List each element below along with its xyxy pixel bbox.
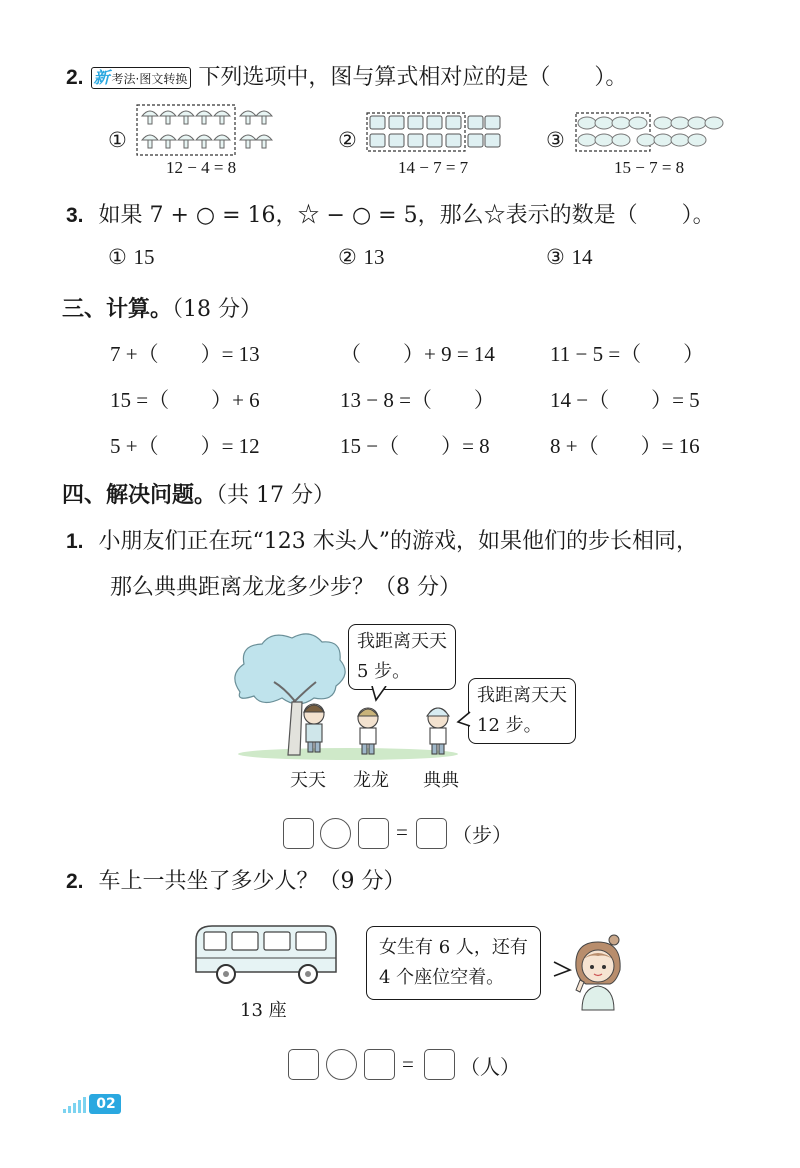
calc-item[interactable]: 13 − 8 =（ ） [340,388,495,412]
q3-number: 3. [66,204,84,227]
p1-unit: （步） [452,823,512,847]
p1-stem-line1: 1. 小朋友们正在玩“123 木头人”的游戏，如果他们的步长相同， [66,529,698,554]
answer-box[interactable] [424,1049,455,1080]
fish-picture [575,112,725,152]
q3-option-2[interactable]: ② 13 [338,245,385,269]
section-3-heading: 三、计算。（18 分） [62,297,263,322]
calc-item[interactable]: 8 +（ ）= 16 [550,434,700,458]
q2-option-1-equation: 12 − 4 = 8 [166,158,237,177]
p2-stem: 2. 车上一共坐了多少人？（9 分） [66,869,406,894]
operator-circle[interactable] [320,818,351,849]
calc-item[interactable]: （ ）+ 9 = 14 [340,342,495,366]
longlong-speech-bubble: 我距离天天 5 步。 [348,624,456,690]
bubble-tail [456,710,472,730]
p2-unit: （人） [460,1055,520,1079]
p1-stem-line2: 那么典典距离龙龙多少步？（8 分） [110,575,461,600]
q3-text: 如果 7 + ○ = 16，☆ − ○ = 5，那么☆表示的数是（ ）。 [98,203,715,228]
operator-circle[interactable] [326,1049,357,1080]
answer-box[interactable] [416,818,447,849]
girl-avatar [566,932,630,1012]
calc-item[interactable]: 7 +（ ）= 13 [110,342,260,366]
section-4-heading: 四、解决问题。（共 17 分） [62,483,335,508]
name-diandian: 典典 [423,770,459,791]
answer-box[interactable] [358,818,389,849]
q3-stem [66,198,715,229]
answer-box[interactable] [364,1049,395,1080]
girl-speech-bubble: 女生有 6 人，还有 4 个座位空着。 [366,926,541,1000]
diandian-speech-bubble: 我距离天天 12 步。 [468,678,576,744]
calc-item[interactable]: 14 −（ ）= 5 [550,388,700,412]
q2-option-1-mark[interactable]: ① [108,128,127,152]
p2-number: 2. [66,870,84,893]
bubble-tail [370,686,390,702]
q2-option-3-equation: 15 − 7 = 8 [614,158,685,177]
q3-option-3[interactable]: ③ 14 [546,245,593,269]
mushroom-picture [136,104,276,156]
equals-sign: = [396,820,408,844]
bus-icon [190,920,340,986]
calc-item[interactable]: 11 − 5 =（ ） [550,342,705,366]
calc-item[interactable]: 15 =（ ）+ 6 [110,388,260,412]
q2-option-2-equation: 14 − 7 = 7 [398,158,469,177]
calc-item[interactable]: 5 +（ ）= 12 [110,434,260,458]
answer-box[interactable] [283,818,314,849]
calc-item[interactable]: 15 −（ ）= 8 [340,434,490,458]
q2-option-2-mark[interactable]: ② [338,128,357,152]
q2-number: 2. [66,66,84,89]
p1-number: 1. [66,530,84,553]
q3-option-1[interactable]: ① 15 [108,245,155,269]
name-longlong: 龙龙 [353,770,389,791]
bus-caption: 13 座 [240,1000,287,1021]
page-number: 02 [96,1096,116,1112]
new-method-badge: 新 考法·图文转换 [91,67,192,89]
answer-box[interactable] [288,1049,319,1080]
q2-text: 下列选项中，图与算式相对应的是（ ）。 [198,65,628,90]
q2-option-3-mark[interactable]: ③ [546,128,565,152]
q2-stem [66,60,627,91]
name-tiantian: 天天 [290,770,326,791]
box-picture [366,112,502,152]
equals-sign: = [402,1052,414,1076]
